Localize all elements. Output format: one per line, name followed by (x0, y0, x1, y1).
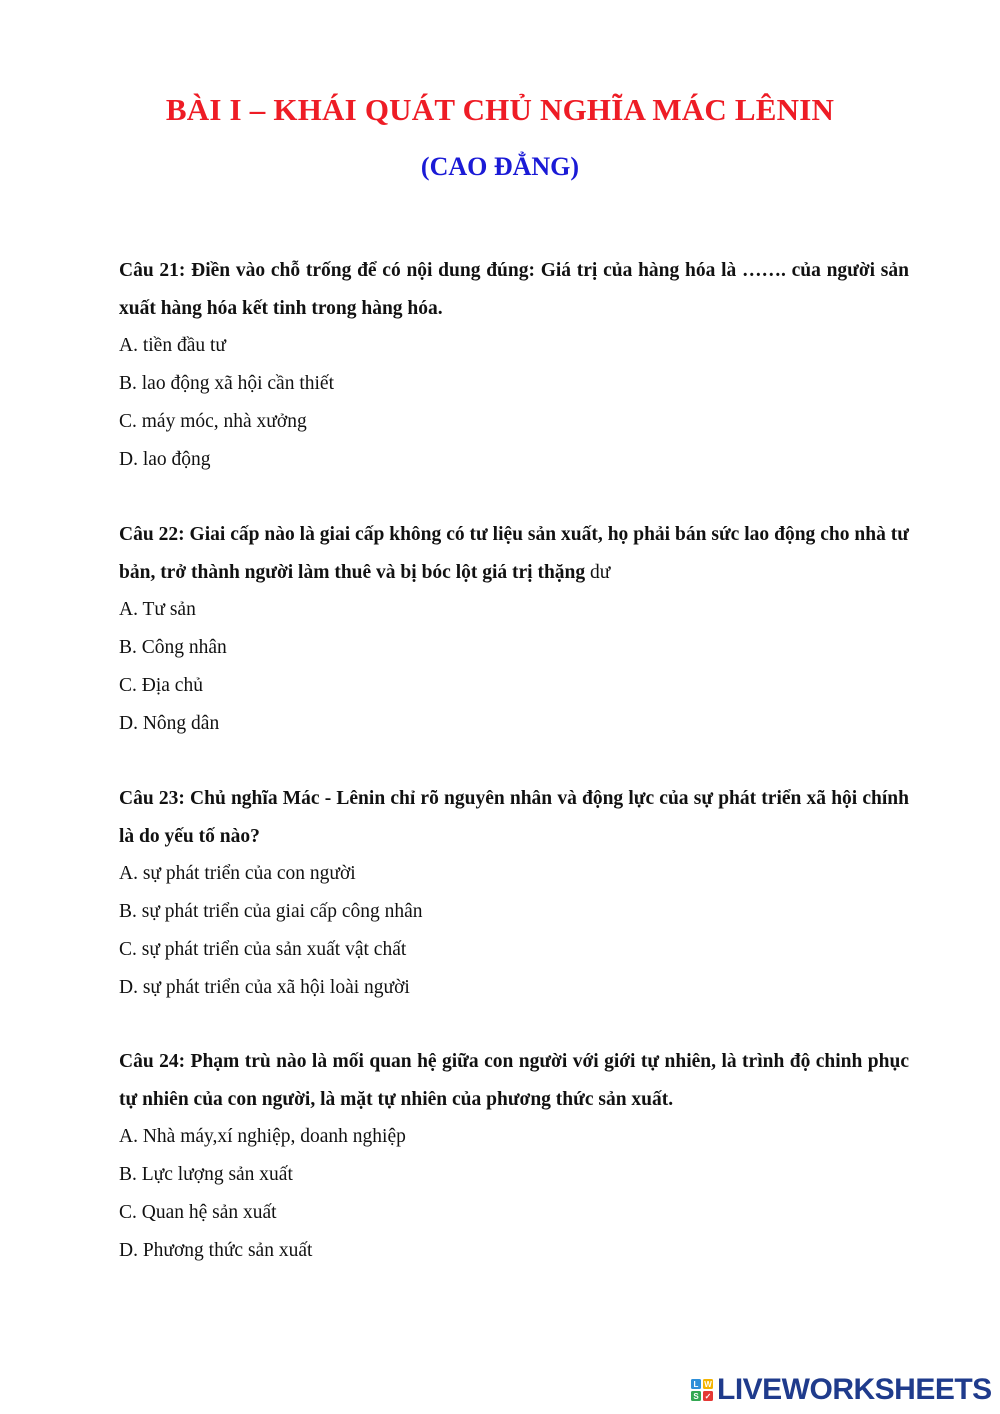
question-stem (119, 516, 909, 591)
page-title: BÀI I – KHÁI QUÁT CHỦ NGHĨA MÁC LÊNIN (165, 92, 835, 127)
svg-text:W: W (704, 1380, 712, 1389)
question-21 (119, 252, 909, 479)
question-22 (119, 516, 909, 743)
option-c: C. sự phát triển của sản xuất vật chất (119, 939, 407, 960)
option-a: A. Nhà máy,xí nghiệp, doanh nghiệp (119, 1126, 406, 1147)
question-stem-text: Câu 21: Điền vào chỗ trống để có nội dung đúng: Giá trị của hàng hóa là ……. của người sản xuất hàng hóa kết tinh trong hàng hóa. (119, 260, 909, 319)
question-stem (119, 780, 909, 855)
option-c: C. Địa chủ (119, 675, 203, 696)
option-b: B. sự phát triển của giai cấp công nhân (119, 901, 423, 922)
brand-name: LIVEWORKSHEETS (717, 1373, 992, 1406)
question-stem-text: Câu 23: Chủ nghĩa Mác - Lênin chỉ rõ nguyên nhân và động lực của sự phát triển xã hội chính là do yếu tố nào? (119, 788, 909, 847)
option-a: A. sự phát triển của con người (119, 863, 356, 884)
question-stem (119, 252, 909, 327)
question-stem-text: Câu 22: Giai cấp nào là giai cấp không có tư liệu sản xuất, họ phải bán sức lao động cho nhà tư bản, trở thành người làm thuê và bị bóc lột giá trị thặng (119, 524, 909, 583)
option-d: D. Nông dân (119, 713, 220, 734)
option-d: D. sự phát triển của xã hội loài người (119, 977, 410, 998)
option-d: D. Phương thức sản xuất (119, 1240, 313, 1261)
liveworksheets-logo-icon (690, 1378, 714, 1402)
question-stem-tail: dư (585, 561, 611, 583)
question-23 (119, 780, 909, 1007)
option-a: A. tiền đầu tư (119, 335, 226, 356)
svg-text:✓: ✓ (704, 1392, 712, 1401)
option-c: C. Quan hệ sản xuất (119, 1202, 277, 1223)
option-a: A. Tư sản (119, 599, 196, 620)
option-c: C. máy móc, nhà xưởng (119, 411, 307, 432)
option-d: D. lao động (119, 449, 211, 470)
option-b: B. lao động xã hội cần thiết (119, 373, 334, 394)
question-stem-text: Câu 24: Phạm trù nào là mối quan hệ giữa con người với giới tự nhiên, là trình độ chinh phục tự nhiên của con người, là mặt tự nhiên của phương thức sản xuất. (119, 1051, 909, 1110)
svg-text:S: S (693, 1392, 699, 1401)
svg-text:L: L (693, 1380, 699, 1389)
option-b: B. Công nhân (119, 637, 227, 658)
question-stem (119, 1043, 909, 1118)
liveworksheets-brand[interactable] (690, 1372, 992, 1408)
question-24 (119, 1043, 909, 1270)
option-b: B. Lực lượng sản xuất (119, 1164, 293, 1185)
page-subtitle: (CAO ĐẲNG) (420, 152, 580, 181)
